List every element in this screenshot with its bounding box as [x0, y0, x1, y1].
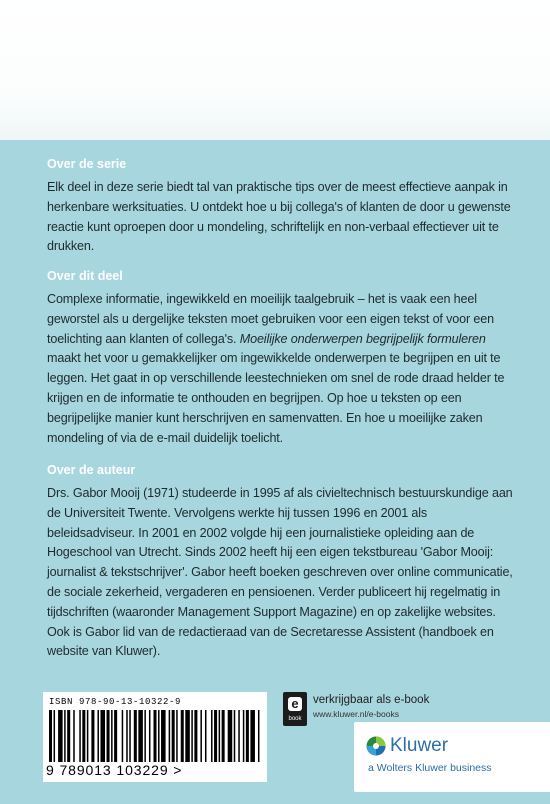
publisher-tagline: a Wolters Kluwer business: [368, 762, 492, 774]
section-author: [47, 462, 517, 662]
barcode-panel: [43, 692, 267, 782]
publisher-name: Kluwer: [390, 735, 449, 756]
section-title: Over dit deel: [47, 269, 123, 283]
body-text-start: Complexe informatie, ingewikkeld en moeilijk taalgebruik – het is vaak een heel geworstel als u dergelijke teksten moet gebruiken voor een eigen tekst of voor een toelichting aan klanten of collega's.: [47, 292, 494, 346]
ebook-icon-letter: e: [288, 697, 302, 711]
section-title: Over de serie: [47, 157, 127, 171]
section-body: [47, 290, 517, 448]
isbn-number: ISBN 978-90-13-10322-9: [49, 697, 182, 707]
book-title-italic: Moeilijke onderwerpen begrijpelijk formuleren: [239, 331, 486, 346]
ebook-icon: [283, 692, 307, 726]
ebook-icon-caption: book: [288, 716, 302, 722]
section-this-volume: [47, 268, 517, 448]
body-text-end: maakt het voor u gemakkelijker om ingewikkelde onderwerpen te begrijpen en uit te leggen. Het gaat in op verschillende leestechnieken om snel de rode draad helder te krijgen en de informatie te onthouden en begrijpen. Op hoe u teksten op een begrijpelijke manier kunt herschrijven en samenvatten. En hoe u moeilijke zaken mondeling of via de e-mail duidelijk toelicht.: [47, 351, 505, 445]
section-body: Elk deel in deze serie biedt tal van praktische tips over de meest effectieve aanpak in herkenbare werksituaties. U ontdekt hoe u bij collega's of klanten de door u gewenste reactie kunt oproepen door u mondeling, schriftelijk en non-verbaal effectiever uit te drukken.: [47, 180, 511, 254]
top-light-band: [0, 0, 550, 140]
section-series: [47, 156, 517, 257]
publisher-panel: [354, 722, 550, 792]
ebook-availability: verkrijgbaar als e-book: [313, 694, 430, 706]
section-body: Drs. Gabor Mooij (1971) studeerde in 1995 af als civieltechnisch bestuurskundige aan de Universiteit Twente. Vervolgens werkte hij tussen 1996 en 2001 als beleidsadviseur. In 2001 en 2002 volgde hij een journalistieke opleiding aan de Hogeschool van Utrecht. Sinds 2002 heeft hij een eigen tekstbureau 'Gabor Mooij: journalist & tekstschrijver'. Gabor heeft boeken geschreven over online communicatie, de sociale zekerheid, vergaderen en pensioenen. Verder publiceert hij regelmatig in tijdschriften (waaronder Management Support Magazine) en op zakelijke websites. Ook is Gabor lid van de redactieraad van de Secretaresse Assistent (handboek en website van Kluwer).: [47, 486, 513, 659]
barcode-digits: 9 789013 103229 >: [46, 762, 183, 778]
section-title: Over de auteur: [47, 463, 136, 477]
ebook-url: www.kluwer.nl/e-books: [313, 709, 399, 719]
kluwer-logo-icon: [366, 736, 386, 756]
barcode-icon: [49, 710, 261, 762]
